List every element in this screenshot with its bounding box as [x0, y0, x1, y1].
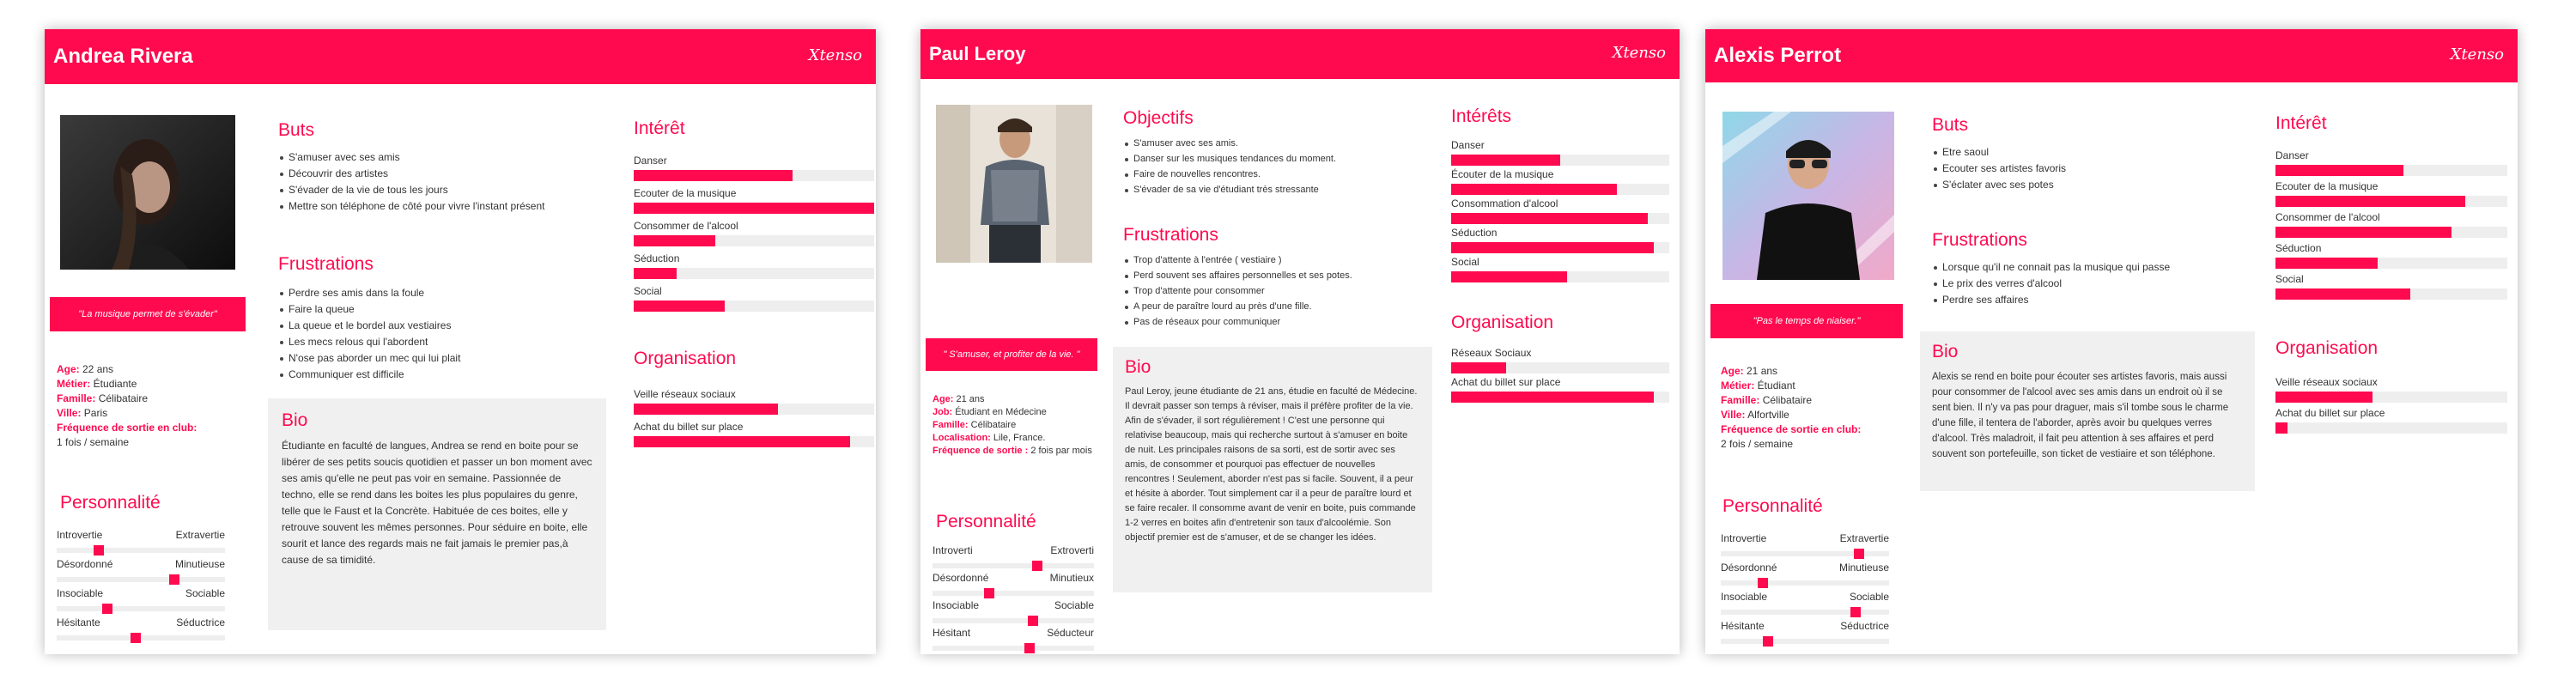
list-item: Les mecs relous qui l'abordent — [278, 334, 460, 350]
bar-fill — [1451, 184, 1617, 195]
interest-bar: Social — [1451, 256, 1669, 288]
bar-fill — [2275, 165, 2403, 176]
list-item: S'amuser avec ses amis — [278, 149, 544, 166]
info-job: Job: Étudiant en Médecine — [933, 407, 1047, 417]
info-age: Age: 21 ans — [933, 394, 985, 404]
trait-row: Désordonné Minutieux — [933, 572, 1094, 601]
info-city: Ville: Alfortville — [1721, 409, 1789, 421]
list-item: Perd souvent ses affaires personnelles et ses potes. — [1123, 268, 1352, 283]
info-city: Ville: Paris — [57, 407, 108, 419]
list-item: Trop d'attente pour consommer — [1123, 283, 1352, 299]
list-item: S'évader de la vie de tous les jours — [278, 182, 544, 198]
trait-marker — [102, 604, 112, 614]
bar-fill — [2275, 392, 2372, 403]
organisation-bar: Achat du billet sur place — [634, 421, 874, 453]
list-item: La queue et le bordel aux vestiaires — [278, 318, 460, 334]
bio-text: Étudiante en faculté de langues, Andrea se rend en boite pour se libérer de ses petits soucis quotidien et passer un bon moment avec ses amis qu'elle ne peut pas voir en semaine. Passionnée de techno, elle se rend dans les boites les plus populaires du genre, telle que le Faust et la Concrète. Habituée de ces boites, elle y retrouve souvent les mêmes personnes. Pour séduire en boite, elle sourit et lance des regards mais ne fait jamais le premier pas,à cause de sa timidité. — [282, 440, 592, 566]
card-header — [45, 29, 876, 84]
bio-title: Bio — [282, 410, 308, 430]
trait-marker — [984, 588, 994, 598]
bio-text: Paul Leroy, jeune étudiante de 21 ans, étudie en faculté de Médecine. Il devrait passer son temps à réviser, mais il préfère profiter de la vie. Afin de s'évader, il sort régulièrement ! C'est une personne qui relativise beaucoup, mais qui recherche surtout à s'amuser en boite de nuit. Les principales raisons de sa sorti, est de sortir avec ses amis, de consommer et pourquoi pas effectuer de nouvelles rencontres ! Seulement, aborder n'est pas si facile. Souvent, il a peur et hésite à aborder. Tout simplement car il a peur de paraître lourd et se faire recaler. Il consomme avant de venir en boite, puis commande 1-2 verres en boites afin d'entretenir son taux d'alcoolémie. Son objectif premier est de s'amuser, et de se changer les idées. — [1125, 386, 1418, 543]
trait-row: Désordonné Minutieuse — [57, 558, 225, 587]
bar-fill — [634, 203, 874, 214]
interest-bar: Consommer de l'alcool — [2275, 211, 2507, 244]
bar-fill — [634, 436, 850, 447]
info-age: Age: 21 ans — [1721, 365, 1778, 377]
bio-title: Bio — [1932, 342, 1959, 361]
bar-fill — [634, 404, 778, 415]
goals-list — [1123, 136, 1336, 197]
trait-marker — [1028, 616, 1038, 626]
persona-card-alexis — [1705, 29, 2518, 654]
persona-info — [1721, 364, 1918, 452]
bar-fill — [1451, 213, 1648, 224]
list-item: Lorsque qu'il ne connait pas la musique qui passe — [1932, 259, 2170, 276]
persona-info — [57, 362, 254, 450]
persona-quote: "La musique permet de s'évader" — [50, 297, 246, 331]
info-frequency: Fréquence de sortie : 2 fois par mois — [933, 446, 1092, 456]
bio-box — [1920, 331, 2255, 491]
info-frequency: Fréquence de sortie en club: 1 fois / semaine — [57, 422, 197, 448]
list-item: A peur de paraître lourd au près d'une fille. — [1123, 299, 1352, 314]
trait-row: Désordonné Minutieuse — [1721, 562, 1889, 591]
organisation-bar: Veille réseaux sociaux — [634, 388, 874, 421]
interest-title: Intérêt — [634, 118, 685, 138]
trait-row: Insociable Sociable — [1721, 591, 1889, 620]
trait-marker — [169, 574, 179, 585]
brand-logo: Xtenso — [2450, 46, 2504, 64]
list-item: Communiquer est difficile — [278, 367, 460, 383]
persona-card-paul — [920, 29, 1680, 654]
persona-name: Alexis Perrot — [1714, 44, 1842, 67]
interest-title: Intérêt — [2275, 113, 2327, 133]
persona-photo — [60, 115, 235, 270]
list-item: S'évader de sa vie d'étudiant très stressante — [1123, 182, 1336, 197]
list-item: Ecouter ses artistes favoris — [1932, 161, 2066, 177]
organisation-bar: Achat du billet sur place — [2275, 407, 2507, 440]
list-item: Mettre son téléphone de côté pour vivre l'instant présent — [278, 198, 544, 215]
list-item: Pas de réseaux pour communiquer — [1123, 314, 1352, 330]
interest-bar: Danser — [1451, 139, 1669, 172]
bar-fill — [2275, 422, 2287, 434]
trait-marker — [1850, 607, 1861, 617]
organisation-bar: Veille réseaux sociaux — [2275, 376, 2507, 409]
brand-logo: Xtenso — [1612, 44, 1666, 62]
list-item: Danser sur les musiques tendances du moment. — [1123, 151, 1336, 167]
bio-text: Alexis se rend en boite pour écouter ses artistes favoris, mais aussi pour consommer de l'alcool avec ses amis dans un endroit où il se sent bien. Il n'y va pas pour draguer, mais s'il tombe sous le charme d'une fille, il tentera de l'aborder, après avoir bu quelques verres d'alcool. Très maladroit, il fait peu attention à ses affaires et perd souvent son portefeuille, son ticket de vestiaire et son téléphone. — [1932, 372, 2229, 459]
bio-box — [268, 398, 606, 630]
persona-quote: " S'amuser, et profiter de la vie. " — [926, 338, 1097, 371]
interest-bar: Séduction — [1451, 227, 1669, 259]
info-job: Métier: Étudiante — [57, 378, 137, 390]
interest-title: Intérêts — [1451, 106, 1512, 126]
list-item: Perdre ses amis dans la foule — [278, 285, 460, 301]
bar-fill — [2275, 288, 2410, 300]
interest-bar: Social — [2275, 273, 2507, 306]
bar-fill — [2275, 196, 2465, 207]
interest-bar: Ecouter de la musique — [634, 187, 874, 220]
info-age: Age: 22 ans — [57, 363, 114, 375]
frustrations-title: Frustrations — [1123, 225, 1218, 245]
interest-bar: Consommation d'alcool — [1451, 197, 1669, 230]
list-item: N'ose pas aborder un mec qui lui plait — [278, 350, 460, 367]
bar-fill — [1451, 392, 1654, 403]
info-location: Localisation: Lile, France. — [933, 433, 1046, 443]
organisation-title: Organisation — [634, 349, 737, 368]
brand-logo: Xtenso — [808, 46, 862, 64]
trait-marker — [1854, 549, 1864, 559]
organisation-title: Organisation — [1451, 313, 1554, 332]
list-item: Etre saoul — [1932, 144, 2066, 161]
persona-name: Paul Leroy — [929, 43, 1026, 64]
frustrations-list — [1932, 259, 2170, 308]
list-item: Le prix des verres d'alcool — [1932, 276, 2170, 292]
goals-list — [278, 149, 544, 215]
card-header — [920, 29, 1680, 79]
trait-marker — [1758, 578, 1768, 588]
bar-fill — [1451, 271, 1567, 282]
bar-fill — [634, 235, 715, 246]
persona-card-andrea — [45, 29, 876, 654]
trait-row: Introvertie Extravertie — [57, 529, 225, 558]
list-item: Perdre ses affaires — [1932, 292, 2170, 308]
personality-title: Personnalité — [1722, 496, 1823, 516]
organisation-title: Organisation — [2275, 338, 2379, 358]
list-item: S'amuser avec ses amis. — [1123, 136, 1336, 151]
list-item: Faire la queue — [278, 301, 460, 318]
trait-row: Insociable Sociable — [933, 599, 1094, 628]
trait-marker — [131, 633, 141, 643]
interest-bar: Danser — [2275, 149, 2507, 182]
frustrations-title: Frustrations — [278, 254, 374, 274]
trait-marker — [1763, 636, 1773, 647]
goals-title: Objectifs — [1123, 108, 1194, 128]
interest-bar: Consommer de l'alcool — [634, 220, 874, 252]
info-family: Famille: Célibataire — [933, 420, 1017, 430]
persona-quote: "Pas le temps de niaiser." — [1710, 304, 1903, 338]
bar-fill — [1451, 242, 1654, 253]
info-family: Famille: Célibataire — [1721, 394, 1813, 406]
interest-bar: Écouter de la musique — [1451, 168, 1669, 201]
bar-fill — [1451, 362, 1506, 373]
trait-row: Introvertie Extravertie — [1721, 532, 1889, 562]
goals-title: Buts — [278, 120, 315, 140]
bar-fill — [1451, 155, 1560, 166]
info-job: Métier: Étudiant — [1721, 379, 1795, 392]
bar-fill — [2275, 227, 2451, 238]
info-family: Famille: Célibataire — [57, 392, 149, 404]
bio-title: Bio — [1125, 357, 1151, 377]
goals-title: Buts — [1932, 115, 1969, 135]
trait-row: Hésitante Séductrice — [1721, 620, 1889, 649]
persona-photo — [936, 105, 1092, 263]
persona-photo — [1722, 112, 1894, 280]
personality-title: Personnalité — [60, 493, 161, 513]
trait-row: Hésitant Séducteur — [933, 627, 1094, 654]
trait-row: Hésitante Séductrice — [57, 616, 225, 646]
organisation-bar: Achat du billet sur place — [1451, 376, 1669, 409]
persona-info — [933, 393, 1104, 458]
frustrations-list — [1123, 252, 1352, 330]
interest-bar: Danser — [634, 155, 874, 187]
bar-fill — [634, 301, 725, 312]
goals-list — [1932, 144, 2066, 193]
trait-marker — [1032, 561, 1042, 571]
frustrations-list — [278, 285, 460, 383]
organisation-bar: Réseaux Sociaux — [1451, 347, 1669, 379]
list-item: S'éclater avec ses potes — [1932, 177, 2066, 193]
list-item: Trop d'attente à l'entrée ( vestiaire ) — [1123, 252, 1352, 268]
bar-fill — [2275, 258, 2378, 269]
list-item: Découvrir des artistes — [278, 166, 544, 182]
interest-bar: Social — [634, 285, 874, 318]
list-item: Faire de nouvelles rencontres. — [1123, 167, 1336, 182]
card-header — [1705, 29, 2518, 82]
bar-fill — [634, 268, 677, 279]
trait-marker — [94, 545, 104, 556]
trait-marker — [1024, 643, 1035, 653]
interest-bar: Séduction — [634, 252, 874, 285]
personality-title: Personnalité — [936, 512, 1036, 531]
info-frequency: Fréquence de sortie en club: 2 fois / semaine — [1721, 423, 1862, 450]
trait-row: Insociable Sociable — [57, 587, 225, 616]
interest-bar: Ecouter de la musique — [2275, 180, 2507, 213]
interest-bar: Séduction — [2275, 242, 2507, 275]
persona-name: Andrea Rivera — [53, 45, 193, 68]
trait-row: Introverti Extroverti — [933, 544, 1094, 574]
frustrations-title: Frustrations — [1932, 230, 2027, 250]
bar-fill — [634, 170, 793, 181]
bio-box — [1113, 347, 1432, 592]
